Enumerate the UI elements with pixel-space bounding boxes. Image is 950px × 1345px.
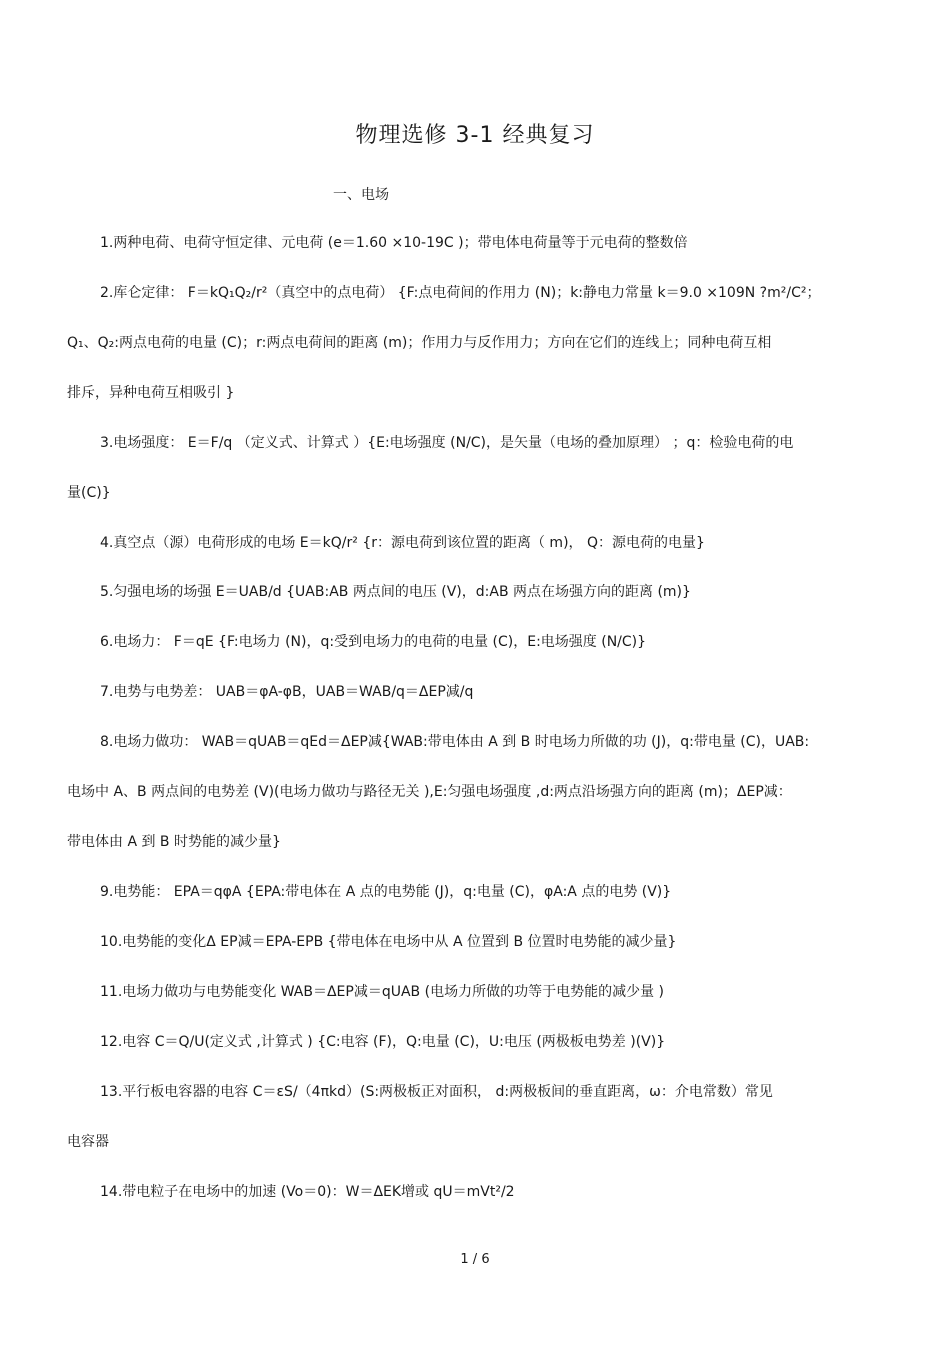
- text-line: 排斥，异种电荷互相吸引 }: [67, 385, 235, 401]
- section-heading: 一、电场: [333, 187, 389, 203]
- text-line: 2.库仑定律： F＝kQ₁Q₂/r²（真空中的点电荷） {F:点电荷间的作用力 (N)；k:静电力常量 k＝9.0 ×109N ?m²/C²；: [100, 285, 821, 301]
- text-line: 7.电势与电势差： UAB＝φA-φB，UAB＝WAB/q＝ΔEP减/q: [100, 684, 474, 700]
- text-line: 10.电势能的变化Δ EP减＝EPA-EPB {带电体在电场中从 A 位置到 B 位置时电势能的减少量}: [100, 934, 677, 950]
- text-line: 电场中 A、B 两点间的电势差 (V)(电场力做功与路径无关 ),E:匀强电场强度 ,d:两点沿场强方向的距离 (m)；ΔEP减：: [67, 784, 792, 800]
- text-line: 12.电容 C＝Q/U(定义式 ,计算式 ) {C:电容 (F)，Q:电量 (C)，U:电压 (两极板电势差 )(V)}: [100, 1034, 666, 1050]
- text-line: 4.真空点（源）电荷形成的电场 E＝kQ/r² {r：源电荷到该位置的距离（ m)， Q：源电荷的电量}: [100, 535, 705, 551]
- text-line: 带电体由 A 到 B 时势能的减少量}: [67, 834, 281, 850]
- text-line: 8.电场力做功： WAB＝qUAB＝qEd＝ΔEP减{WAB:带电体由 A 到 B 时电场力所做的功 (J)，q:带电量 (C)，UAB:: [100, 734, 810, 750]
- text-line: 9.电势能： EPA＝qφA {EPA:带电体在 A 点的电势能 (J)，q:电量 (C)，φA:A 点的电势 (V)}: [100, 884, 672, 900]
- text-line: 11.电场力做功与电势能变化 WAB＝ΔEP减＝qUAB (电场力所做的功等于电势能的减少量 ): [100, 984, 664, 1000]
- text-line: 1.两种电荷、电荷守恒定律、元电荷 (e＝1.60 ×10-19C )；带电体电荷量等于元电荷的整数倍: [100, 235, 688, 251]
- page-title: 物理选修 3-1 经典复习: [355, 123, 595, 148]
- text-line: 5.匀强电场的场强 E＝UAB/d {UAB:AB 两点间的电压 (V)，d:AB 两点在场强方向的距离 (m)}: [100, 584, 691, 600]
- text-line: 13.平行板电容器的电容 C＝εS/（4πkd）(S:两极板正对面积， d:两极板间的垂直距离，ω：介电常数）常见: [100, 1084, 773, 1100]
- text-line: 6.电场力： F＝qE {F:电场力 (N)，q:受到电场力的电荷的电量 (C)，E:电场强度 (N/C)}: [100, 634, 647, 650]
- text-line: 电容器: [67, 1134, 109, 1150]
- text-line: 量(C)}: [67, 485, 111, 501]
- text-line: 14.带电粒子在电场中的加速 (Vo＝0)：W＝ΔEK增或 qU＝mVt²/2: [100, 1184, 515, 1200]
- text-line: Q₁、Q₂:两点电荷的电量 (C)；r:两点电荷间的距离 (m)；作用力与反作用力；方向在它们的连线上；同种电荷互相: [67, 335, 772, 351]
- page-number: 1 / 6: [460, 1252, 490, 1267]
- text-line: 3.电场强度： E＝F/q （定义式、计算式 ）{E:电场强度 (N/C)，是矢量（电场的叠加原理） ；q：检验电荷的电: [100, 435, 794, 451]
